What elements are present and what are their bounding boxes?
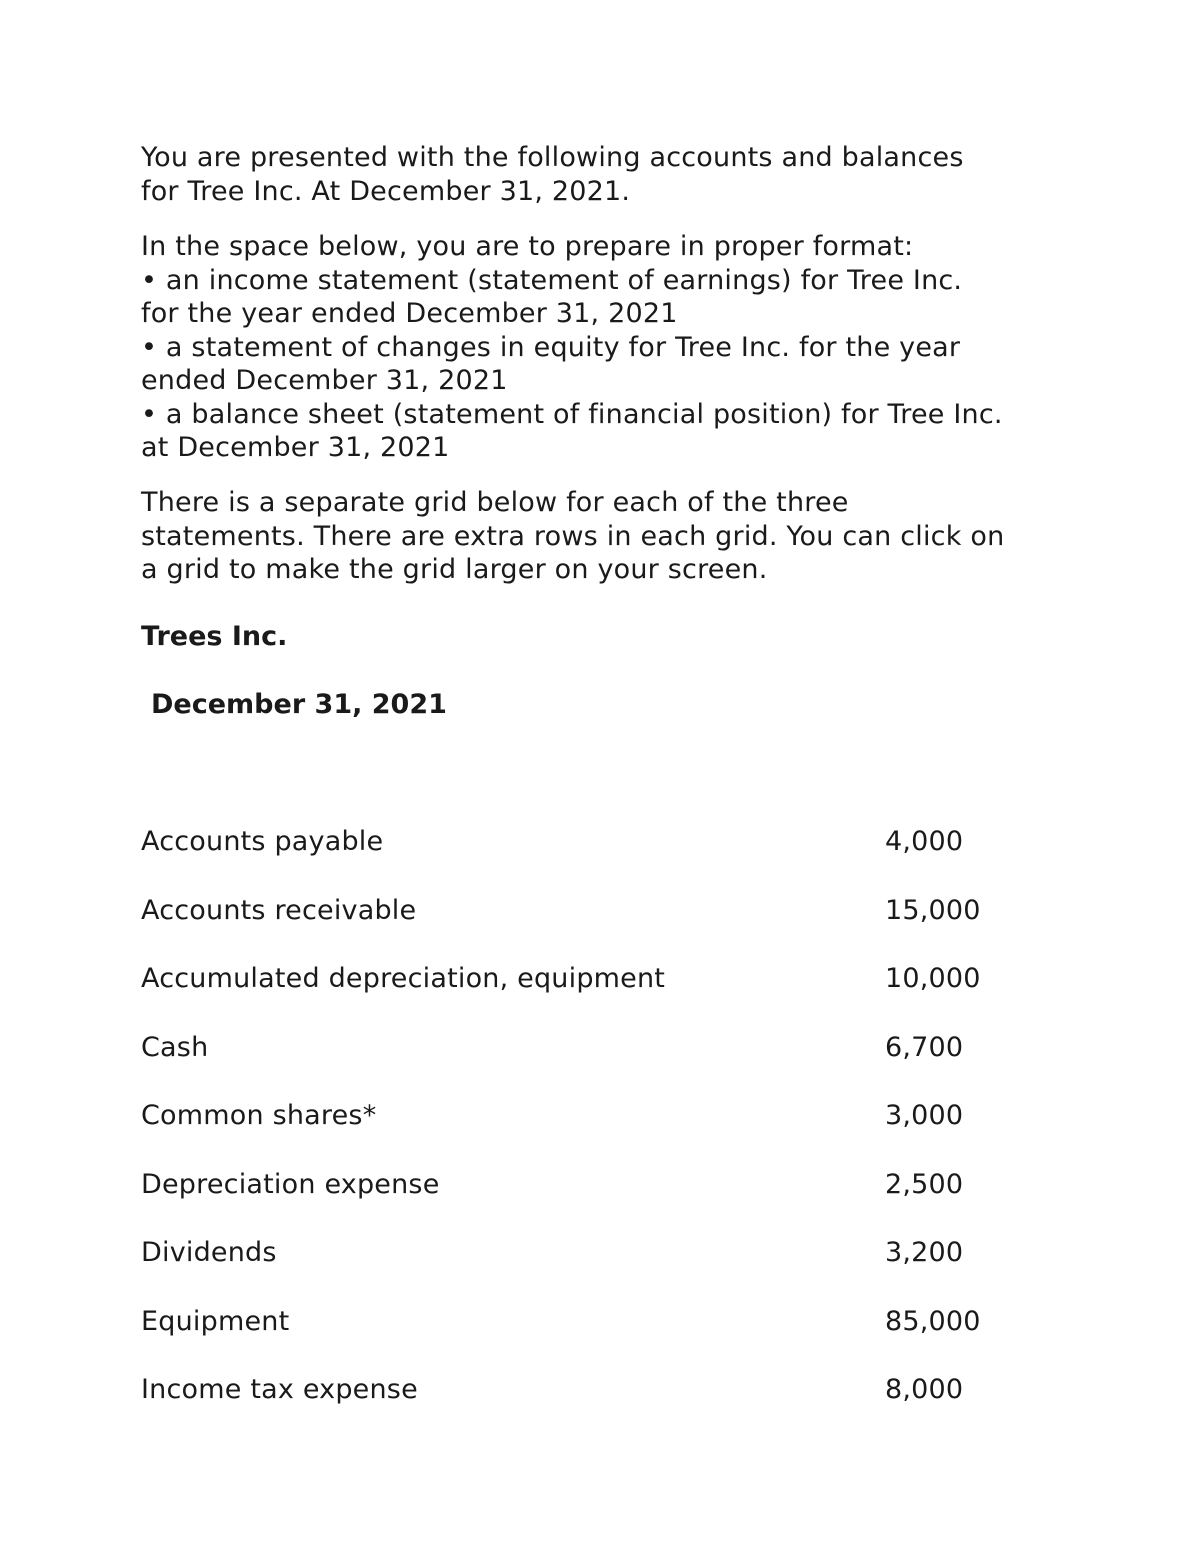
account-name: Accounts receivable: [141, 894, 417, 926]
account-amount: 4,000: [885, 826, 964, 857]
intro-paragraph: [141, 141, 1071, 208]
account-amount: 6,700: [885, 1031, 964, 1063]
account-name: Accumulated depreciation, equipment: [141, 963, 666, 994]
account-amount: 3,200: [885, 1237, 964, 1268]
intro-line: You are presented with the following accounts and balances: [141, 142, 964, 173]
account-name: Equipment: [141, 1305, 290, 1337]
grid-note-line: a grid to make the grid larger on your screen.: [141, 554, 768, 585]
account-name: Income tax expense: [141, 1374, 418, 1405]
account-amount: 2,500: [885, 1168, 964, 1200]
instruction-line: at December 31, 2021: [141, 432, 450, 463]
instructions-paragraph: [141, 230, 1071, 465]
instruction-line: In the space below, you are to prepare in proper format:: [141, 231, 914, 262]
account-amount: 15,000: [885, 894, 981, 926]
account-name: Accounts payable: [141, 826, 384, 857]
account-row: [141, 894, 1041, 963]
account-name: Depreciation expense: [141, 1168, 440, 1200]
account-row: [141, 1373, 1041, 1442]
instruction-line: for the year ended December 31, 2021: [141, 298, 678, 329]
account-amount: 8,000: [885, 1374, 964, 1405]
company-heading: Trees Inc.: [141, 621, 288, 652]
account-row: [141, 825, 1041, 894]
account-row: [141, 1305, 1041, 1374]
account-name: Cash: [141, 1031, 209, 1063]
account-name: Dividends: [141, 1237, 277, 1268]
account-row: [141, 1236, 1041, 1305]
account-row: [141, 1031, 1041, 1100]
grid-note-line: statements. There are extra rows in each grid. You can click on: [141, 520, 1005, 552]
accounts-list: [141, 825, 1041, 1442]
instruction-bullet-equity-statement: • a statement of changes in equity for Tree Inc. for the year: [141, 331, 961, 363]
account-amount: 85,000: [885, 1305, 981, 1337]
account-amount: 3,000: [885, 1100, 964, 1131]
grid-note-line: There is a separate grid below for each of the three: [141, 487, 849, 518]
account-row: [141, 962, 1041, 1031]
instruction-bullet-income-statement: • an income statement (statement of earnings) for Tree Inc.: [141, 264, 963, 296]
account-row: [141, 1099, 1041, 1168]
intro-line: for Tree Inc. At December 31, 2021.: [141, 175, 631, 207]
account-name: Common shares*: [141, 1100, 377, 1131]
account-amount: 10,000: [885, 963, 981, 994]
grid-note-paragraph: [141, 486, 1071, 587]
account-row: [141, 1168, 1041, 1237]
instruction-bullet-balance-sheet: • a balance sheet (statement of financial position) for Tree Inc.: [141, 398, 1003, 430]
instruction-line: ended December 31, 2021: [141, 365, 508, 396]
date-heading: December 31, 2021: [151, 689, 447, 720]
